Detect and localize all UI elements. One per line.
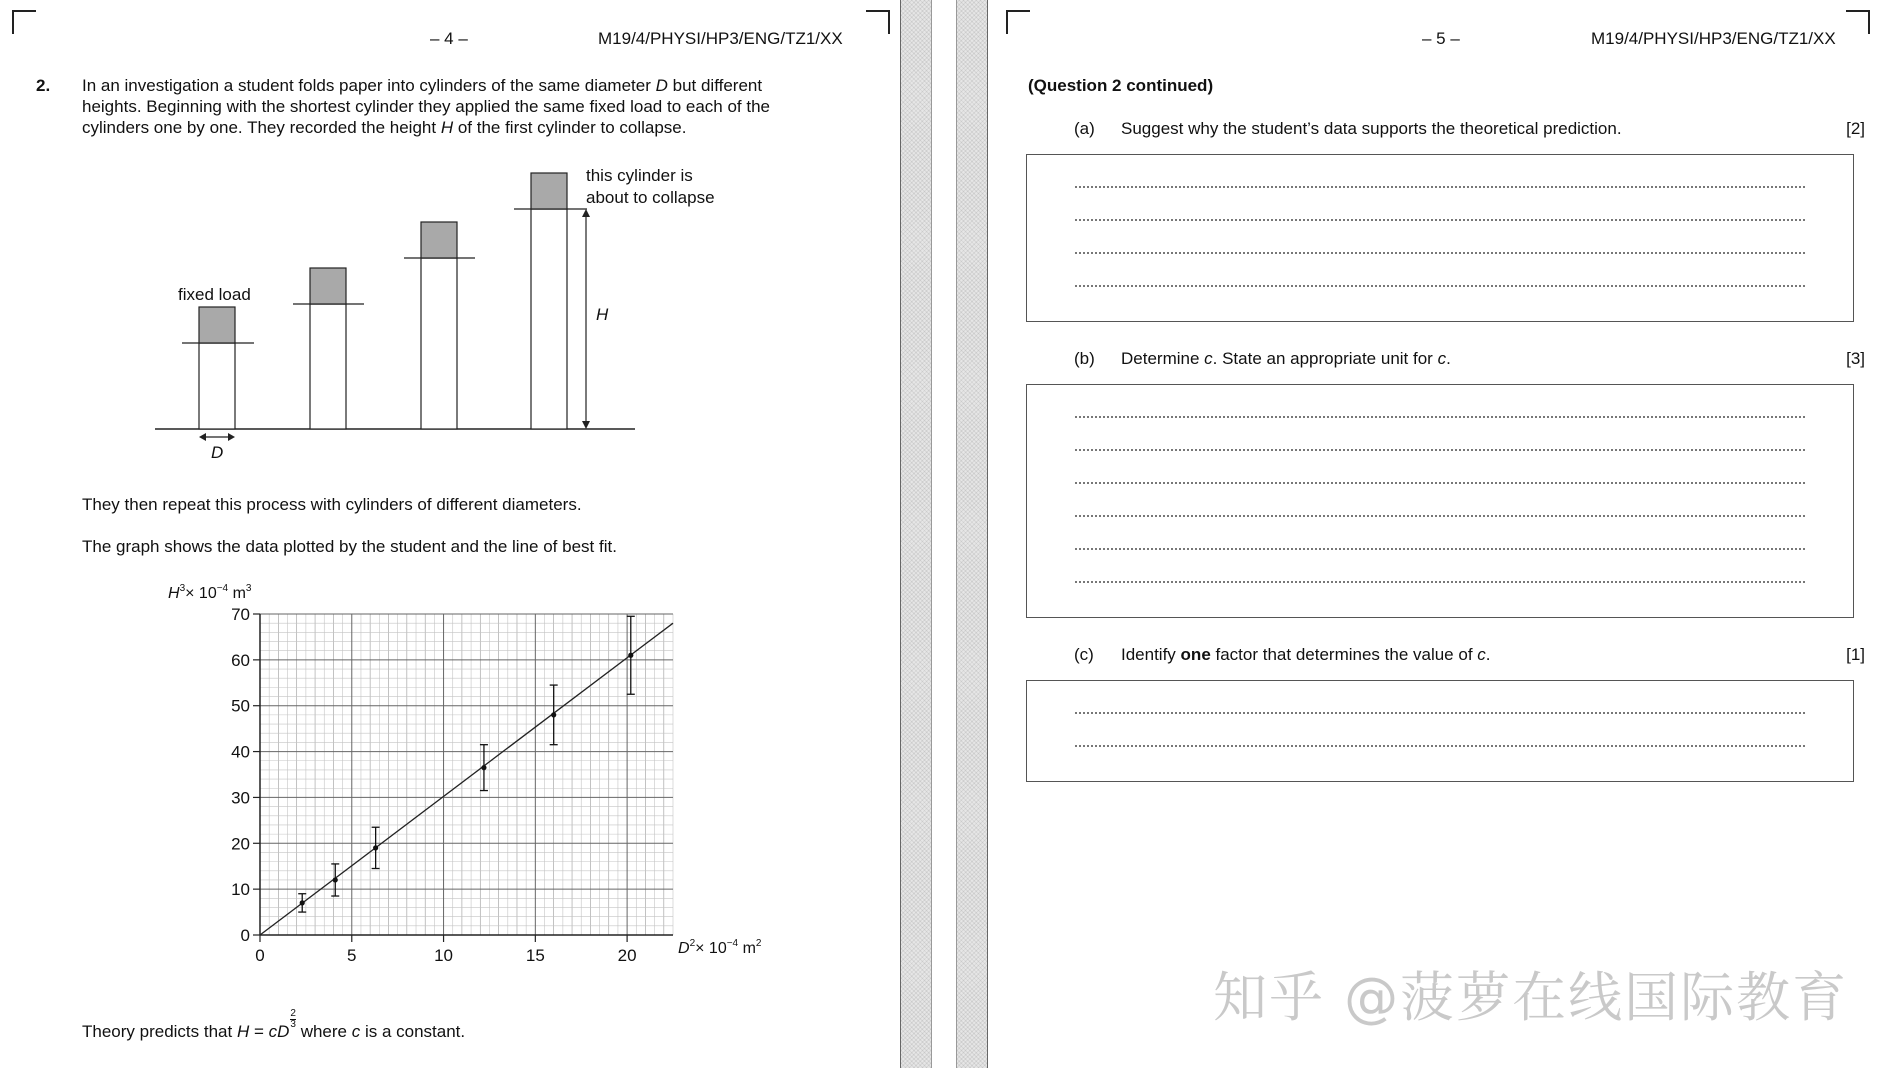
fixed-load-3 bbox=[421, 222, 457, 258]
cylinder-diagram bbox=[0, 0, 898, 480]
scatter-graph bbox=[0, 570, 898, 980]
exponent-fraction: $\frac{2}{3}$ bbox=[290, 1008, 296, 1030]
part-a-label: (a) bbox=[1074, 119, 1095, 138]
axes bbox=[260, 614, 673, 935]
fixed-load-label: fixed load bbox=[178, 285, 251, 304]
y-tick-label: 40 bbox=[231, 742, 250, 762]
point-marker bbox=[551, 712, 556, 717]
part-a-marks: [2] bbox=[1846, 119, 1865, 138]
cylinder-2 bbox=[310, 304, 346, 429]
x-tick-label: 15 bbox=[525, 946, 545, 965]
fixed-load-4 bbox=[531, 173, 567, 209]
part-c-label: (c) bbox=[1074, 645, 1094, 664]
question-number: 2. bbox=[36, 76, 51, 95]
page-number: – 5 – bbox=[1422, 29, 1460, 48]
answer-box-b[interactable] bbox=[1026, 384, 1854, 618]
theory-statement: Theory predicts that H = cD $\frac{2}{3}$ where c is a constant. bbox=[82, 1008, 466, 1041]
collapse-label-2: about to collapse bbox=[586, 188, 715, 207]
paper-code: M19/4/PHYSI/HP3/ENG/TZ1/XX bbox=[598, 29, 843, 48]
x-axis-label: $D^2\times 10^{-4}$ $m^2$ bbox=[678, 938, 762, 957]
x-tick-label: 0 bbox=[255, 946, 265, 965]
crop-mark-top-right bbox=[1846, 10, 1870, 34]
fixed-load-2 bbox=[310, 268, 346, 304]
part-b-text: Determine c. State an appropriate unit for c. bbox=[1121, 349, 1451, 368]
part-a-text: Suggest why the student’s data supports the theoretical prediction. bbox=[1121, 119, 1622, 138]
answer-box-a[interactable] bbox=[1026, 154, 1854, 322]
data-point-1 bbox=[298, 894, 306, 912]
x-tick-label: 10 bbox=[434, 946, 454, 965]
left-page bbox=[0, 0, 898, 1068]
grid-minor bbox=[260, 614, 673, 935]
y-tick-label: 30 bbox=[231, 788, 250, 808]
y-axis-label: $H^3\times 10^{-4}$ $m^3$ bbox=[168, 583, 252, 602]
answer-box-c[interactable] bbox=[1026, 680, 1854, 782]
point-marker bbox=[300, 900, 305, 905]
x-tick-label: 5 bbox=[347, 946, 357, 965]
point-marker bbox=[481, 765, 486, 770]
y-tick-label: 0 bbox=[240, 926, 250, 945]
page-gutter bbox=[898, 0, 988, 1068]
part-c-text: Identify one factor that determines the value of c. bbox=[1121, 645, 1491, 664]
diameter-label: D bbox=[211, 443, 224, 462]
part-c-marks: [1] bbox=[1846, 645, 1865, 664]
height-label: H bbox=[596, 305, 609, 324]
y-tick-label: 70 bbox=[231, 605, 250, 624]
watermark: 知乎 @菠萝在线国际教育 bbox=[1213, 966, 1849, 1029]
page-number: – 4 – bbox=[430, 29, 468, 48]
part-b-marks: [3] bbox=[1846, 349, 1865, 368]
y-tick-label: 60 bbox=[231, 650, 250, 670]
graph-intro-text: The graph shows the data plotted by the student and the line of best fit. bbox=[82, 537, 617, 556]
cylinder-3 bbox=[421, 258, 457, 429]
cylinder-4 bbox=[531, 209, 567, 429]
point-marker bbox=[373, 845, 378, 850]
question-continued: (Question 2 continued) bbox=[1028, 76, 1214, 95]
grid-major bbox=[260, 614, 673, 935]
x-tick-label: 20 bbox=[617, 946, 637, 965]
cylinder-1 bbox=[199, 343, 235, 429]
right-page bbox=[988, 0, 1887, 1068]
point-marker bbox=[628, 653, 633, 658]
fixed-load-1 bbox=[199, 307, 235, 343]
crop-mark-top-left bbox=[1006, 10, 1030, 34]
data-point-3 bbox=[372, 827, 380, 868]
repeat-text: They then repeat this process with cylinders of different diameters. bbox=[82, 495, 582, 514]
y-tick-label: 20 bbox=[231, 834, 250, 854]
paper-code: M19/4/PHYSI/HP3/ENG/TZ1/XX bbox=[1591, 29, 1836, 48]
data-point-6 bbox=[627, 616, 635, 694]
point-marker bbox=[333, 877, 338, 882]
gutter-stripe-left bbox=[900, 0, 932, 1068]
y-tick-label: 10 bbox=[231, 880, 250, 900]
y-tick-label: 50 bbox=[231, 696, 250, 716]
gutter-stripe-right bbox=[956, 0, 988, 1068]
question-intro: In an investigation a student folds paper into cylinders of the same diameter D but different heights. Beginning with the shortest cylinder they applied the same fixed load to each of the cylinders one by one. They recorded the height H of the first cylinder to collapse. bbox=[82, 76, 770, 137]
collapse-label-1: this cylinder is bbox=[586, 166, 693, 185]
part-b-label: (b) bbox=[1074, 349, 1095, 368]
